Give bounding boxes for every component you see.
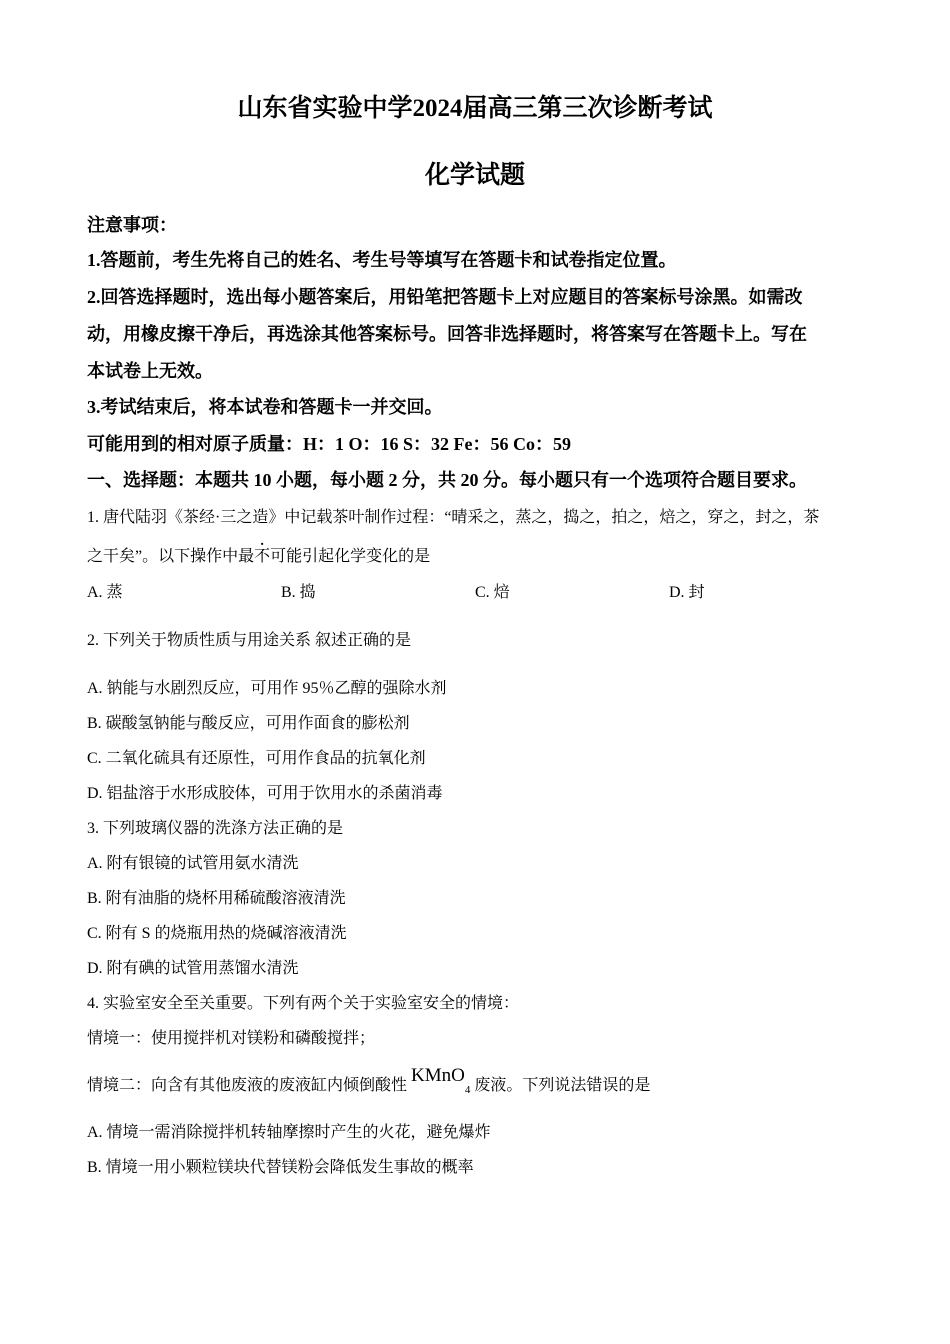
- exam-title: 山东省实验中学2024届高三第三次诊断考试: [237, 95, 713, 122]
- q4-option-a: A. 情境一需消除搅拌机转轴摩擦时产生的火花，避免爆炸: [87, 1124, 491, 1141]
- q2-option-a: A. 钠能与水剧烈反应，可用作 95％乙醇的强除水剂: [87, 680, 447, 697]
- atomic-masses: 可能用到的相对原子质量：H：1 O：16 S：32 Fe：56 Co：59: [87, 434, 571, 454]
- q2-option-c: C. 二氧化硫具有还原性，可用作食品的抗氧化剂: [87, 750, 426, 767]
- q4-scenario-2: [87, 1065, 651, 1105]
- notice-item-2-line-2: 动，用橡皮擦干净后，再选涂其他答案标号。回答非选择题时，将答案写在答题卡上。写在: [87, 324, 807, 344]
- section-1-heading: 一、选择题：本题共 10 小题，每小题 2 分，共 20 分。每小题只有一个选项符合题目要求。: [87, 470, 807, 490]
- q1-option-a: A. 蒸: [87, 584, 123, 601]
- q3-option-d: D. 附有碘的试管用蒸馏水清洗: [87, 960, 299, 977]
- q4-scenario-2-text-a: 情境二：向含有其他废液的废液缸内倾倒酸性: [87, 1077, 408, 1094]
- q1-stem-text-a: 之干矣”。以下操作中最: [87, 548, 255, 565]
- q4-scenario-2-text-b: 废液。下列说法错误的是: [474, 1077, 651, 1094]
- notice-item-2-line-3: 本试卷上无效。: [87, 361, 213, 381]
- kmno4-formula: [411, 1065, 471, 1096]
- q4-scenario-1: 情境一：使用搅拌机对镁粉和磷酸搅拌；: [87, 1030, 376, 1047]
- notice-heading: 注意事项：: [87, 215, 177, 235]
- q1-emphasis-char: 不: [254, 548, 271, 565]
- q2-stem: 2. 下列关于物质性质与用途关系 叙述正确的是: [87, 632, 412, 649]
- q4-option-b: B. 情境一用小颗粒镁块代替镁粉会降低发生事故的概率: [87, 1159, 474, 1176]
- notice-item-1: 1.答题前，考生先将自己的姓名、考生号等填写在答题卡和试卷指定位置。: [87, 250, 677, 270]
- q1-option-c: C. 焙: [475, 584, 510, 601]
- q1-stem-line-2: [87, 543, 430, 566]
- q2-option-b: B. 碳酸氢钠能与酸反应，可用作面食的膨松剂: [87, 715, 410, 732]
- notice-item-3: 3.考试结束后，将本试卷和答题卡一并交回。: [87, 397, 443, 417]
- q3-option-a: A. 附有银镜的试管用氨水清洗: [87, 855, 299, 872]
- q1-option-b: B. 捣: [281, 584, 316, 601]
- exam-subtitle: 化学试题: [424, 162, 525, 189]
- q2-option-d: D. 铝盐溶于水形成胶体，可用于饮用水的杀菌消毒: [87, 785, 443, 802]
- q3-option-b: B. 附有油脂的烧杯用稀硫酸溶液清洗: [87, 890, 346, 907]
- notice-item-2-line-1: 2.回答选择题时，选出每小题答案后，用铅笔把答题卡上对应题目的答案标号涂黑。如需改: [87, 287, 803, 307]
- q3-stem: 3. 下列玻璃仪器的洗涤方法正确的是: [87, 820, 344, 837]
- q3-option-c: C. 附有 S 的烧瓶用热的烧碱溶液清洗: [87, 925, 347, 942]
- q1-stem-line-1: 1. 唐代陆羽《茶经·三之造》中记载茶叶制作过程：“晴采之，蒸之，捣之，拍之，焙之，穿之，封之，茶: [87, 509, 820, 526]
- formula-main: KMnO: [411, 1065, 465, 1086]
- q1-stem-text-b: 可能引起化学变化的是: [270, 548, 431, 565]
- q1-option-d: D. 封: [669, 584, 705, 601]
- q4-stem: 4. 实验室安全至关重要。下列有两个关于实验室安全的情境：: [87, 995, 520, 1012]
- formula-subscript: 4: [464, 1084, 471, 1096]
